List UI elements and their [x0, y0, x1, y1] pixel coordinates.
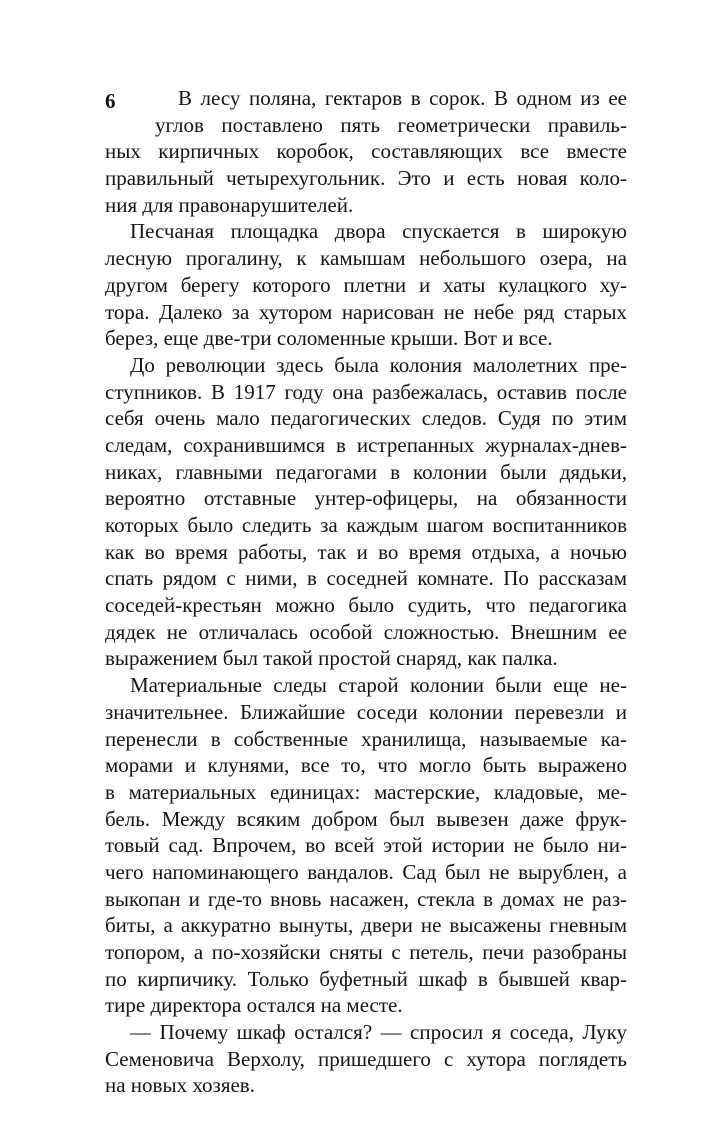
text-line: морами и клунями, все то, что могло быть выражено [105, 753, 627, 778]
text-line: углов поставлено пять геометрически правиль- [155, 112, 627, 137]
text-line: ных кирпичных коробок, составляющих все вместе [105, 139, 627, 164]
text-line: До революции здесь была колония малолетних пре- [130, 352, 627, 377]
text-line: значительнее. Ближайшие соседи колонии перевезли и [105, 699, 627, 724]
text-line: следам, сохранившимся в истрепанных журналах-днев- [105, 432, 627, 457]
text-line: тора. Далеко за хутором нарисован не небе ряд старых [105, 299, 627, 324]
text-line: другом берегу которого плетни и хаты кулацкого ху- [105, 272, 627, 297]
text-line: дядек не отличалась особой сложностью. Внешним ее [105, 619, 627, 644]
text-line: на новых хозяев. [105, 1073, 255, 1098]
text-line: берез, еще две-три соломенные крыши. Вот и все. [105, 326, 553, 351]
text-line: лесную прогалину, к камышам небольшого озера, на [105, 246, 627, 271]
text-line: В лесу поляна, гектаров в сорок. В одном из ее [178, 86, 627, 110]
text-line: ния для правонарушителей. [105, 192, 354, 217]
text-line: правильный четырехугольник. Это и есть новая коло- [105, 166, 627, 191]
text-line: никах, главными педагогами в колонии были дядьки, [105, 459, 627, 484]
text-line: которых было следить за каждым шагом воспитанников [105, 513, 627, 537]
body-text [105, 85, 627, 1099]
text-line: бель. Между всяким добром был вывезен даже фрук- [105, 806, 627, 831]
text-line: — Почему шкаф остался? — спросил я соседа, Луку [130, 1020, 627, 1045]
text-line: себя очень мало педагогических следов. Судя по этим [105, 406, 627, 431]
text-line: ступников. В 1917 году она разбежалась, оставив после [105, 379, 627, 404]
text-line: тире директора остался на месте. [105, 993, 403, 1018]
text-line: выражением был такой простой снаряд, как палка. [105, 646, 558, 671]
text-line: топором, а по-хозяйски сняты с петель, печи разобраны [105, 940, 627, 964]
text-line: спать рядом с ними, в соседней комнате. По рассказам [105, 566, 627, 591]
text-line: вероятно отставные унтер-офицеры, на обязанности [105, 486, 627, 511]
text-line: товый сад. Впрочем, во всей этой истории не было ни- [105, 833, 627, 858]
page-number: 6 [105, 89, 116, 113]
text-line: соседей-крестьян можно было судить, что педагогика [105, 593, 627, 618]
text-line: перенесли в собственные хранилища, называемые ка- [105, 726, 627, 751]
text-line: как во время работы, так и во время отдыха, а ночью [105, 539, 627, 564]
text-line: Песчаная площадка двора спускается в широкую [130, 219, 627, 244]
text-line: в материальных единицах: мастерские, кладовые, ме- [105, 779, 627, 804]
text-line: биты, а аккуратно вынуты, двери не высажены гневным [105, 913, 627, 938]
text-line: выкопан и где-то вновь насажен, стекла в домах не раз- [105, 886, 627, 911]
text-line: Семеновича Верхолу, пришедшего с хутора поглядеть [105, 1046, 627, 1071]
text-line: чего напоминающего вандалов. Сад был не вырублен, а [105, 859, 627, 884]
text-line: по кирпичику. Только буфетный шкаф в бывшей квар- [105, 966, 627, 991]
text-line: Материальные следы старой колонии были еще не- [130, 673, 627, 698]
